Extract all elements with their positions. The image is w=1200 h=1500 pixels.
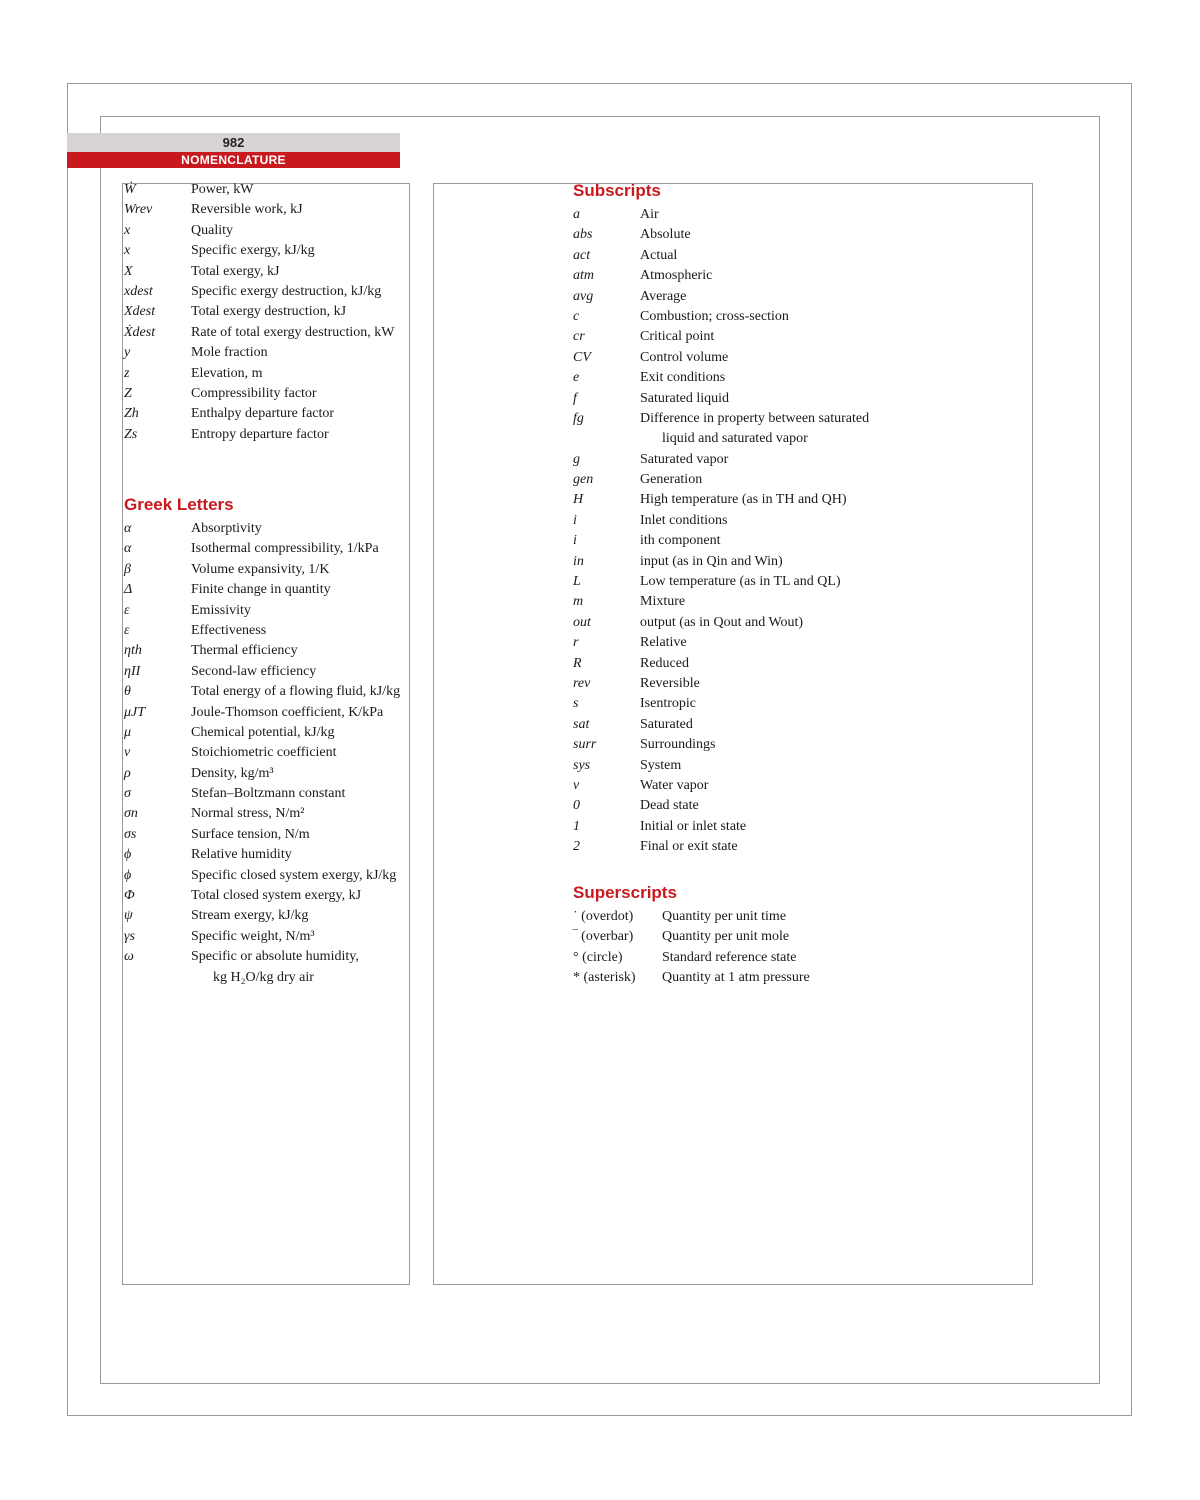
nomenclature-entry [124,682,400,702]
entry-definition: Reversible [640,675,700,691]
nomenclature-entry [124,723,400,743]
nomenclature-entry [124,302,394,322]
entry-definition: Mole fraction [191,345,268,361]
entry-definition: Average [640,288,687,304]
entry-definition: Combustion; cross-section [640,308,789,324]
entry-symbol: c [573,308,580,324]
entry-definition: Isothermal compressibility, 1/kPa [191,541,379,557]
nomenclature-entry [124,601,400,621]
entry-symbol: a [573,207,580,222]
entry-definition: Thermal efficiency [191,643,298,659]
left-top-list [124,180,394,445]
nomenclature-entry [573,817,869,837]
entry-definition: Volume expansivity, 1/K [191,561,330,577]
entry-symbol: L [573,574,581,590]
entry-definition: kg H₂O/kg dry air [213,969,314,985]
entry-definition: Relative humidity [191,847,292,863]
nomenclature-entry [573,490,869,510]
entry-definition: Specific exergy destruction, kJ/kg [191,283,382,299]
nomenclature-entry [124,519,400,539]
entry-symbol: ˙ (overdot) [573,909,634,924]
entry-definition: Specific exergy, kJ/kg [191,243,315,259]
entry-symbol: Xdest [124,304,156,320]
entry-definition: High temperature (as in TH and QH) [640,492,847,508]
entry-symbol: σs [124,826,137,842]
entry-symbol: H [573,492,584,508]
entry-symbol: σn [124,806,138,822]
entry-definition: Atmospheric [640,268,713,284]
nomenclature-entry [124,200,394,220]
nomenclature-entry [573,796,869,816]
nomenclature-entry [124,886,400,906]
entry-definition: Total exergy, kJ [191,263,280,279]
entry-symbol: f [573,390,577,406]
entry-symbol: μJT [124,704,146,720]
superscripts-section [573,882,810,989]
nomenclature-entry [573,572,869,592]
entry-definition: System [640,757,682,773]
entry-definition: Quality [191,222,233,238]
entry-definition: Stefan–Boltzmann constant [191,786,346,802]
nomenclature-entry [573,307,869,327]
entry-definition: input (as in Qin and Win) [640,553,783,569]
subscripts-heading: Subscripts [573,181,661,200]
nomenclature-entry [124,825,400,845]
entry-definition: Total energy of a flowing fluid, kJ/kg [191,684,401,700]
entry-definition: Finite change in quantity [191,582,331,598]
entry-symbol: Wrev [124,202,153,218]
entry-symbol: γs [124,928,135,944]
entry-definition: Final or exit state [640,839,738,855]
nomenclature-entry [124,947,400,967]
entry-symbol: * (asterisk) [573,970,636,986]
entry-symbol: ψ [124,908,133,924]
entry-symbol: ε [124,622,130,638]
nomenclature-entry [124,241,394,261]
nomenclature-entry [573,287,869,307]
entry-symbol: α [124,521,132,536]
entry-definition: Elevation, m [191,365,263,381]
nomenclature-entry [124,703,400,723]
nomenclature-entry [573,715,869,735]
entry-definition: Density, kg/m³ [191,765,274,781]
nomenclature-entry [573,756,869,776]
nomenclature-entry [573,837,869,857]
entry-definition: Absorptivity [191,521,262,536]
nomenclature-entry [573,225,869,245]
nomenclature-entry [573,531,869,551]
entry-symbol: Zs [124,426,138,442]
entry-symbol: out [573,614,591,630]
entry-symbol: sat [573,716,590,732]
entry-symbol [124,968,191,988]
entry-definition: Total exergy destruction, kJ [191,304,347,320]
entry-definition: Specific or absolute humidity, [191,949,359,965]
page-number: 982 [67,133,400,152]
entry-definition: Emissivity [191,602,251,618]
nomenclature-entry [573,927,810,947]
entry-definition: Isentropic [640,696,696,712]
nomenclature-entry [124,743,400,763]
entry-symbol: z [124,365,130,381]
entry-definition: Specific closed system exergy, kJ/kg [191,867,397,883]
entry-symbol: ϕ [124,847,132,863]
nomenclature-entry [124,323,394,343]
entry-symbol: sys [573,757,591,773]
entry-symbol: s [573,696,579,712]
nomenclature-entry [124,866,400,886]
nomenclature-entry [124,262,394,282]
entry-definition: Power, kW [191,182,254,197]
nomenclature-entry [124,404,394,424]
entry-definition: Relative [640,635,687,651]
entry-symbol: ρ [124,765,131,781]
entry-definition: Exit conditions [640,370,726,386]
entry-symbol: Ẇ [124,182,136,197]
entry-symbol: in [573,553,584,569]
entry-symbol: σ [124,786,131,802]
greek-letters-heading: Greek Letters [124,495,234,514]
entry-definition: Effectiveness [191,622,267,638]
entry-symbol: m [573,594,584,610]
entry-definition: Mixture [640,594,686,610]
entry-definition: Chemical potential, kJ/kg [191,724,335,740]
greek-letters-list [124,519,400,988]
nomenclature-entry [124,539,400,559]
entry-symbol: cr [573,329,585,345]
entry-symbol: act [573,247,591,263]
entry-definition: Stream exergy, kJ/kg [191,908,309,924]
entry-definition: Quantity per unit time [662,909,787,924]
entry-symbol: x [124,222,131,238]
entry-definition: Air [640,207,659,222]
nomenclature-entry [124,927,400,947]
entry-definition: Surface tension, N/m [191,826,310,842]
entry-symbol: β [124,561,131,577]
entry-definition: Enthalpy departure factor [191,406,335,422]
entry-symbol: ηII [124,663,141,679]
nomenclature-entry [124,662,400,682]
nomenclature-entry [573,613,869,633]
entry-symbol: 1 [573,818,580,834]
entry-symbol: gen [573,472,594,488]
nomenclature-entry [573,592,869,612]
nomenclature-entry [124,343,394,363]
nomenclature-entry [573,654,869,674]
nomenclature-entry [124,968,400,988]
nomenclature-entry [124,784,400,804]
nomenclature-entry [573,511,869,531]
nomenclature-entry [124,641,400,661]
entry-definition: Initial or inlet state [640,818,747,834]
entry-symbol: μ [124,724,132,740]
entry-symbol: y [124,345,131,361]
entry-symbol: ν [124,745,131,761]
entry-definition: Reduced [640,655,689,671]
entry-symbol: ‾ (overbar) [573,929,634,945]
entry-symbol: avg [573,288,594,304]
section-title: NOMENCLATURE [67,152,400,168]
entry-symbol: i [573,512,577,528]
superscripts-heading: Superscripts [573,883,677,902]
entry-definition: Control volume [640,349,729,365]
nomenclature-entry [124,764,400,784]
nomenclature-entry [124,845,400,865]
entry-symbol: x [124,243,131,259]
nomenclature-entry [573,470,869,490]
nomenclature-entry [573,266,869,286]
entry-symbol: ηth [124,643,142,659]
entry-definition: Surroundings [640,737,716,753]
entry-definition: Compressibility factor [191,385,317,401]
nomenclature-entry [573,327,869,347]
entry-symbol: Φ [124,888,135,904]
entry-definition: Saturated liquid [640,390,730,406]
nomenclature-entry [573,205,869,225]
nomenclature-entry [573,389,869,409]
nomenclature-entry [573,735,869,755]
entry-definition: Quantity at 1 atm pressure [662,970,810,986]
nomenclature-entry [573,368,869,388]
nomenclature-entry [124,560,400,580]
nomenclature-entry [573,246,869,266]
entry-definition: output (as in Qout and Wout) [640,614,804,630]
greek-letters-section [124,494,400,988]
entry-definition: Entropy departure factor [191,426,329,442]
nomenclature-entry [573,907,810,927]
subscripts-list [573,205,869,858]
entry-definition: Specific weight, N/m³ [191,928,315,944]
nomenclature-entry [124,906,400,926]
entry-symbol: Δ [124,582,133,598]
entry-definition: Saturated [640,716,693,732]
entry-definition: Joule-Thomson coefficient, K/kPa [191,704,384,720]
entry-symbol: abs [573,227,593,243]
entry-definition: ith component [640,533,721,549]
nomenclature-entry [124,364,394,384]
entry-symbol: α [124,541,132,557]
entry-symbol: surr [573,737,597,753]
entry-definition: Saturated vapor [640,451,729,467]
entry-symbol: 0 [573,798,580,814]
entry-symbol: ° (circle) [573,949,623,965]
entry-symbol: ω [124,949,134,965]
entry-definition: Absolute [640,227,691,243]
subscripts-section [573,180,869,858]
nomenclature-entry [573,633,869,653]
nomenclature-entry [124,384,394,404]
nomenclature-entry [573,429,869,449]
nomenclature-entry [573,776,869,796]
entry-definition: Normal stress, N/m² [191,806,305,822]
nomenclature-entry [124,282,394,302]
entry-definition: Quantity per unit mole [662,929,790,945]
entry-symbol: ε [124,602,130,618]
entry-definition: Generation [640,472,703,488]
nomenclature-entry [573,674,869,694]
entry-symbol: atm [573,268,594,284]
nomenclature-entry [124,804,400,824]
entry-symbol: CV [573,349,591,365]
entry-definition: Critical point [640,329,715,345]
entry-definition: liquid and saturated vapor [662,431,808,447]
entry-symbol: 2 [573,839,580,855]
entry-symbol: xdest [124,283,153,299]
entry-symbol: i [573,533,577,549]
entry-definition: Inlet conditions [640,512,728,528]
entry-symbol: Ẋdest [124,324,156,340]
entry-symbol: Zh [124,406,139,422]
superscripts-list [573,907,810,989]
entry-symbol: v [573,777,580,793]
entry-definition: Low temperature (as in TL and QL) [640,574,841,590]
nomenclature-entry [573,348,869,368]
nomenclature-entry [124,425,394,445]
entry-symbol: X [124,263,133,279]
entry-definition: Stoichiometric coefficient [191,745,337,761]
entry-symbol: R [573,655,582,671]
entry-definition: Reversible work, kJ [191,202,303,218]
entry-symbol: rev [573,675,591,691]
nomenclature-entry [573,409,869,429]
entry-symbol: Z [124,385,132,401]
nomenclature-entry [124,180,394,200]
nomenclature-entry [573,948,810,968]
nomenclature-entry [573,968,810,988]
entry-symbol: θ [124,684,131,700]
entry-symbol: g [573,451,580,467]
nomenclature-entry [124,221,394,241]
entry-definition: Second-law efficiency [191,663,317,679]
entry-symbol: ϕ [124,867,132,883]
entry-definition: Total closed system exergy, kJ [191,888,362,904]
entry-symbol: r [573,635,579,651]
nomenclature-entry [573,552,869,572]
entry-symbol [573,429,640,449]
entry-definition: Water vapor [640,777,709,793]
entry-definition: Dead state [640,798,699,814]
entry-definition: Standard reference state [662,949,797,965]
entry-symbol: fg [573,410,584,426]
entry-symbol: e [573,370,580,386]
nomenclature-entry [573,450,869,470]
entry-definition: Actual [640,247,678,263]
nomenclature-entry [573,694,869,714]
entry-definition: Difference in property between saturated [640,410,870,426]
entry-definition: Rate of total exergy destruction, kW [191,324,395,340]
nomenclature-entry [124,580,400,600]
nomenclature-entry [124,621,400,641]
